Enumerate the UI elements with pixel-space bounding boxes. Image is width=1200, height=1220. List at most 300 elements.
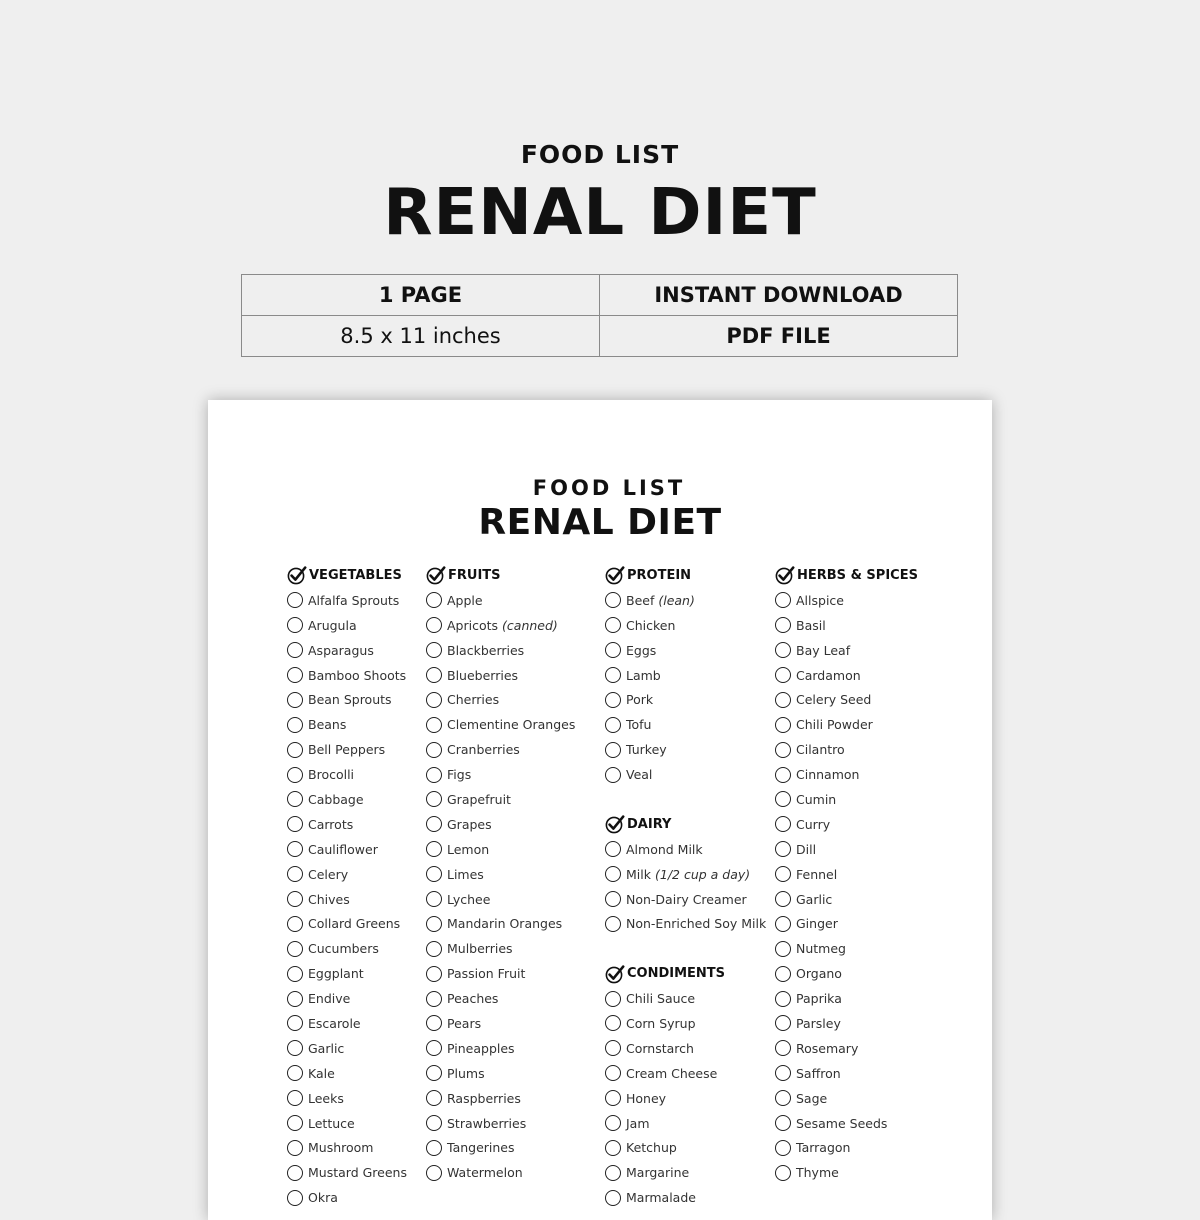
- food-item[interactable]: [605, 862, 766, 887]
- checkbox-circle-icon[interactable]: [426, 991, 442, 1007]
- food-item-label: Parsley: [796, 1015, 841, 1031]
- food-item[interactable]: [775, 936, 918, 961]
- food-item-label: Saffron: [796, 1065, 841, 1081]
- checkbox-circle-icon[interactable]: [287, 592, 303, 608]
- food-item-label: Peaches: [447, 991, 499, 1007]
- checkbox-circle-icon[interactable]: [287, 791, 303, 807]
- checkbox-circle-icon[interactable]: [605, 866, 621, 882]
- checkbox-circle-icon[interactable]: [605, 767, 621, 783]
- checkbox-circle-icon[interactable]: [287, 717, 303, 733]
- section-spacer: [605, 787, 766, 812]
- checkbox-circle-icon[interactable]: [287, 1040, 303, 1056]
- food-item[interactable]: [775, 961, 918, 986]
- food-item[interactable]: [287, 737, 407, 762]
- food-item[interactable]: [775, 986, 918, 1011]
- food-item-label: Carrots: [308, 816, 354, 832]
- food-item-label: Apricots: [447, 617, 499, 633]
- food-item[interactable]: [426, 588, 575, 613]
- food-item-label: Bell Peppers: [308, 742, 386, 758]
- checkbox-circle-icon[interactable]: [426, 841, 442, 857]
- checkbox-circle-icon[interactable]: [287, 1065, 303, 1081]
- checkbox-circle-icon[interactable]: [605, 1165, 621, 1181]
- food-item[interactable]: [775, 588, 918, 613]
- food-item[interactable]: [775, 1160, 918, 1185]
- food-item[interactable]: [426, 1135, 575, 1160]
- checkbox-circle-icon[interactable]: [775, 592, 791, 608]
- checkbox-circle-icon[interactable]: [775, 916, 791, 932]
- food-item-label: Asparagus: [308, 642, 374, 658]
- food-item[interactable]: [605, 1061, 766, 1086]
- checkbox-circle-icon[interactable]: [287, 916, 303, 932]
- checked-circle-icon: [605, 565, 627, 585]
- section-header-fruits: [426, 563, 575, 588]
- checkbox-circle-icon[interactable]: [775, 1065, 791, 1081]
- checkbox-circle-icon[interactable]: [426, 891, 442, 907]
- food-item[interactable]: [287, 638, 407, 663]
- food-column-herbs-spices: [775, 563, 918, 1185]
- checkbox-circle-icon[interactable]: [605, 692, 621, 708]
- food-item[interactable]: [605, 1160, 766, 1185]
- checkbox-circle-icon[interactable]: [775, 891, 791, 907]
- food-item[interactable]: [605, 613, 766, 638]
- food-item[interactable]: [426, 1061, 575, 1086]
- checkbox-circle-icon[interactable]: [605, 592, 621, 608]
- document-subtitle: FOOD LIST: [532, 476, 686, 500]
- food-item[interactable]: [287, 812, 407, 837]
- food-item-label: Blueberries: [447, 667, 519, 683]
- checkbox-circle-icon[interactable]: [775, 692, 791, 708]
- food-item[interactable]: [605, 1111, 766, 1136]
- food-item[interactable]: [287, 936, 407, 961]
- food-item-label: Marmalade: [626, 1190, 696, 1206]
- food-item[interactable]: [287, 1036, 407, 1061]
- checkbox-circle-icon[interactable]: [426, 791, 442, 807]
- info-row: [242, 275, 958, 316]
- food-item-label: Chicken: [626, 617, 676, 633]
- checkbox-circle-icon[interactable]: [287, 1190, 303, 1206]
- checkbox-circle-icon[interactable]: [605, 1015, 621, 1031]
- food-item[interactable]: [775, 911, 918, 936]
- checkbox-circle-icon[interactable]: [775, 991, 791, 1007]
- food-item-label: Tarragon: [796, 1140, 851, 1156]
- checkbox-circle-icon[interactable]: [287, 667, 303, 683]
- food-item-note: (canned): [502, 617, 558, 633]
- food-item[interactable]: [426, 638, 575, 663]
- checkbox-circle-icon[interactable]: [605, 617, 621, 633]
- food-item[interactable]: [605, 712, 766, 737]
- food-item[interactable]: [775, 663, 918, 688]
- checkbox-circle-icon[interactable]: [287, 1140, 303, 1156]
- info-row: [242, 316, 958, 357]
- checkbox-circle-icon[interactable]: [426, 966, 442, 982]
- food-item[interactable]: [775, 887, 918, 912]
- checkbox-circle-icon[interactable]: [775, 1015, 791, 1031]
- checkbox-circle-icon[interactable]: [775, 1165, 791, 1181]
- food-item-label: Cumin: [796, 791, 837, 807]
- food-item-label: Endive: [308, 991, 351, 1007]
- food-item-label: Plums: [447, 1065, 485, 1081]
- checkbox-circle-icon[interactable]: [426, 742, 442, 758]
- checkbox-circle-icon[interactable]: [605, 1115, 621, 1131]
- info-cell-pages: 1 PAGE: [242, 275, 600, 316]
- food-item-label: Figs: [447, 767, 472, 783]
- food-item-label: Turkey: [626, 742, 667, 758]
- checkbox-circle-icon[interactable]: [426, 667, 442, 683]
- checkbox-circle-icon[interactable]: [605, 916, 621, 932]
- food-column-vegetables: [287, 563, 407, 1210]
- food-item-label: Tofu: [626, 717, 652, 733]
- checkbox-circle-icon[interactable]: [605, 1040, 621, 1056]
- food-item[interactable]: [287, 862, 407, 887]
- food-item[interactable]: [775, 1111, 918, 1136]
- checkbox-circle-icon[interactable]: [605, 1065, 621, 1081]
- food-item[interactable]: [605, 1135, 766, 1160]
- food-item[interactable]: [287, 961, 407, 986]
- food-item-label: Arugula: [308, 617, 357, 633]
- food-item[interactable]: [605, 887, 766, 912]
- food-item[interactable]: [287, 663, 407, 688]
- checkbox-circle-icon[interactable]: [775, 717, 791, 733]
- food-item[interactable]: [287, 887, 407, 912]
- checked-circle-icon: [287, 565, 309, 585]
- food-item[interactable]: [775, 837, 918, 862]
- document-preview: [208, 400, 992, 1220]
- checkbox-circle-icon[interactable]: [287, 617, 303, 633]
- food-item-label: Mandarin Oranges: [447, 916, 563, 932]
- food-item-label: Mustard Greens: [308, 1165, 407, 1181]
- food-item[interactable]: [426, 1036, 575, 1061]
- food-item-label: Raspberries: [447, 1090, 521, 1106]
- checkbox-circle-icon[interactable]: [426, 1040, 442, 1056]
- food-item[interactable]: [775, 762, 918, 787]
- info-table: [241, 274, 958, 357]
- food-item-label: Escarole: [308, 1015, 361, 1031]
- food-item[interactable]: [775, 1135, 918, 1160]
- food-column-fruits: [426, 563, 575, 1185]
- food-item[interactable]: [775, 1011, 918, 1036]
- food-item[interactable]: [775, 737, 918, 762]
- food-item[interactable]: [605, 1011, 766, 1036]
- checkbox-circle-icon[interactable]: [605, 717, 621, 733]
- checkbox-circle-icon[interactable]: [775, 841, 791, 857]
- food-item[interactable]: [426, 862, 575, 887]
- food-item-label: Non-Dairy Creamer: [626, 891, 747, 907]
- food-item-label: Eggplant: [308, 966, 364, 982]
- food-item[interactable]: [426, 1111, 575, 1136]
- food-item-label: Lychee: [447, 891, 491, 907]
- food-item-label: Veal: [626, 767, 653, 783]
- food-item-label: Sesame Seeds: [796, 1115, 888, 1131]
- checkbox-circle-icon[interactable]: [775, 617, 791, 633]
- food-item[interactable]: [775, 862, 918, 887]
- food-item-label: Lemon: [447, 841, 490, 857]
- checkbox-circle-icon[interactable]: [287, 692, 303, 708]
- checkbox-circle-icon[interactable]: [426, 1165, 442, 1181]
- checkbox-circle-icon[interactable]: [605, 1090, 621, 1106]
- checkbox-circle-icon[interactable]: [775, 791, 791, 807]
- food-item-label: Collard Greens: [308, 916, 401, 932]
- food-item-label: Celery Seed: [796, 692, 872, 708]
- food-item-label: Chili Sauce: [626, 991, 696, 1007]
- food-item-label: Cilantro: [796, 742, 845, 758]
- food-item-label: Passion Fruit: [447, 966, 526, 982]
- food-item-label: Celery: [308, 866, 349, 882]
- checkbox-circle-icon[interactable]: [287, 642, 303, 658]
- food-item-label: Apple: [447, 592, 483, 608]
- document-title: RENAL DIET: [478, 502, 722, 543]
- checkbox-circle-icon[interactable]: [426, 941, 442, 957]
- checkbox-circle-icon[interactable]: [426, 1015, 442, 1031]
- food-item-label: Mushroom: [308, 1140, 374, 1156]
- checkbox-circle-icon[interactable]: [605, 1140, 621, 1156]
- food-item[interactable]: [426, 961, 575, 986]
- food-item-label: Garlic: [796, 891, 833, 907]
- food-item[interactable]: [287, 1061, 407, 1086]
- food-item-label: Mulberries: [447, 941, 513, 957]
- food-item[interactable]: [775, 1036, 918, 1061]
- food-item[interactable]: [426, 837, 575, 862]
- food-item-label: Garlic: [308, 1040, 345, 1056]
- checkbox-circle-icon[interactable]: [426, 816, 442, 832]
- food-item[interactable]: [287, 1160, 407, 1185]
- food-item-label: Limes: [447, 866, 484, 882]
- food-item[interactable]: [605, 986, 766, 1011]
- checkbox-circle-icon[interactable]: [287, 1090, 303, 1106]
- section-header-protein: [605, 563, 766, 588]
- food-item[interactable]: [426, 887, 575, 912]
- food-item-label: Cinnamon: [796, 767, 860, 783]
- food-item[interactable]: [287, 712, 407, 737]
- food-item[interactable]: [775, 687, 918, 712]
- checkbox-circle-icon[interactable]: [287, 991, 303, 1007]
- checkbox-circle-icon[interactable]: [775, 816, 791, 832]
- food-item-label: Basil: [796, 617, 826, 633]
- checkbox-circle-icon[interactable]: [287, 1015, 303, 1031]
- checked-circle-icon: [426, 565, 448, 585]
- food-item-label: Watermelon: [447, 1165, 523, 1181]
- checkbox-circle-icon[interactable]: [605, 841, 621, 857]
- checkbox-circle-icon[interactable]: [287, 816, 303, 832]
- checkbox-circle-icon[interactable]: [775, 1140, 791, 1156]
- food-item-label: Cardamon: [796, 667, 861, 683]
- checkbox-circle-icon[interactable]: [426, 866, 442, 882]
- food-item-label: Organo: [796, 966, 842, 982]
- food-item-label: Margarine: [626, 1165, 690, 1181]
- food-item[interactable]: [775, 712, 918, 737]
- food-item[interactable]: [426, 936, 575, 961]
- food-item-label: Non-Enriched Soy Milk: [626, 916, 767, 932]
- food-item-label: Bamboo Shoots: [308, 667, 407, 683]
- checkbox-circle-icon[interactable]: [775, 1090, 791, 1106]
- checkbox-circle-icon[interactable]: [775, 742, 791, 758]
- food-item-label: Allspice: [796, 592, 844, 608]
- section-header-dairy: [605, 812, 766, 837]
- food-item-note: (lean): [658, 592, 695, 608]
- checked-circle-icon: [605, 964, 627, 984]
- food-item-label: Ginger: [796, 916, 838, 932]
- food-item[interactable]: [287, 911, 407, 936]
- checkbox-circle-icon[interactable]: [287, 742, 303, 758]
- food-item[interactable]: [775, 1086, 918, 1111]
- food-item-note: (1/2 cup a day): [654, 866, 751, 882]
- checked-circle-icon: [775, 565, 797, 585]
- food-item-label: Sage: [796, 1090, 828, 1106]
- food-item[interactable]: [426, 712, 575, 737]
- food-item[interactable]: [605, 663, 766, 688]
- checkbox-circle-icon[interactable]: [426, 916, 442, 932]
- food-item[interactable]: [775, 812, 918, 837]
- food-item-label: Paprika: [796, 991, 842, 1007]
- info-cell-size: 8.5 x 11 inches: [242, 316, 600, 357]
- food-item-label: Leeks: [308, 1090, 344, 1106]
- food-item[interactable]: [605, 1185, 766, 1210]
- food-item-label: Honey: [626, 1090, 667, 1106]
- food-item-label: Corn Syrup: [626, 1015, 696, 1031]
- food-column-protein-dairy-condiments: [605, 563, 766, 1210]
- checkbox-circle-icon[interactable]: [605, 642, 621, 658]
- checked-circle-icon: [605, 814, 627, 834]
- checkbox-circle-icon[interactable]: [775, 966, 791, 982]
- section-spacer: [605, 936, 766, 961]
- food-item[interactable]: [426, 737, 575, 762]
- food-item-label: Rosemary: [796, 1040, 859, 1056]
- checkbox-circle-icon[interactable]: [287, 841, 303, 857]
- food-item[interactable]: [605, 737, 766, 762]
- food-item-label: Lamb: [626, 667, 661, 683]
- food-item[interactable]: [287, 986, 407, 1011]
- food-item[interactable]: [605, 638, 766, 663]
- section-title: CONDIMENTS: [627, 966, 726, 982]
- checkbox-circle-icon[interactable]: [426, 642, 442, 658]
- checkbox-circle-icon[interactable]: [775, 866, 791, 882]
- food-item-label: Curry: [796, 816, 831, 832]
- hero-title: RENAL DIET: [383, 176, 817, 250]
- checkbox-circle-icon[interactable]: [426, 617, 442, 633]
- checkbox-circle-icon[interactable]: [426, 767, 442, 783]
- food-item-label: Brocolli: [308, 767, 355, 783]
- food-item-label: Kale: [308, 1065, 335, 1081]
- checkbox-circle-icon[interactable]: [426, 692, 442, 708]
- food-item[interactable]: [605, 837, 766, 862]
- checkbox-circle-icon[interactable]: [287, 1115, 303, 1131]
- food-item-label: Cucumbers: [308, 941, 379, 957]
- food-item-label: Alfalfa Sprouts: [308, 592, 400, 608]
- food-item[interactable]: [287, 1011, 407, 1036]
- food-item-label: Ketchup: [626, 1140, 677, 1156]
- checkbox-circle-icon[interactable]: [605, 667, 621, 683]
- checkbox-circle-icon[interactable]: [605, 742, 621, 758]
- checkbox-circle-icon[interactable]: [605, 1190, 621, 1206]
- food-item[interactable]: [426, 663, 575, 688]
- food-item[interactable]: [287, 1086, 407, 1111]
- section-header-herbs-and-spices: [775, 563, 918, 588]
- section-title: FRUITS: [448, 567, 501, 583]
- food-item[interactable]: [426, 613, 575, 638]
- food-item-label: Chives: [308, 891, 350, 907]
- food-item[interactable]: [287, 1111, 407, 1136]
- checkbox-circle-icon[interactable]: [287, 767, 303, 783]
- checkbox-circle-icon[interactable]: [605, 991, 621, 1007]
- food-item-label: Okra: [308, 1190, 338, 1206]
- food-item[interactable]: [605, 687, 766, 712]
- checkbox-circle-icon[interactable]: [287, 1165, 303, 1181]
- food-item[interactable]: [426, 1086, 575, 1111]
- checkbox-circle-icon[interactable]: [287, 891, 303, 907]
- section-header-vegetables: [287, 563, 407, 588]
- food-item[interactable]: [605, 588, 766, 613]
- food-item[interactable]: [426, 911, 575, 936]
- food-item[interactable]: [287, 1185, 407, 1210]
- food-item[interactable]: [775, 613, 918, 638]
- food-item[interactable]: [605, 1036, 766, 1061]
- checkbox-circle-icon[interactable]: [775, 1040, 791, 1056]
- food-item[interactable]: [426, 1011, 575, 1036]
- section-title: PROTEIN: [627, 567, 692, 583]
- checkbox-circle-icon[interactable]: [426, 1065, 442, 1081]
- checkbox-circle-icon[interactable]: [426, 1115, 442, 1131]
- food-item[interactable]: [426, 812, 575, 837]
- checkbox-circle-icon[interactable]: [605, 891, 621, 907]
- checkbox-circle-icon[interactable]: [287, 966, 303, 982]
- food-item[interactable]: [287, 588, 407, 613]
- checkbox-circle-icon[interactable]: [775, 941, 791, 957]
- food-item[interactable]: [287, 837, 407, 862]
- food-item-label: Thyme: [796, 1165, 839, 1181]
- food-item-label: Cornstarch: [626, 1040, 694, 1056]
- food-item[interactable]: [287, 687, 407, 712]
- food-item[interactable]: [426, 762, 575, 787]
- food-item-label: Cranberries: [447, 742, 520, 758]
- food-item[interactable]: [605, 911, 766, 936]
- food-item[interactable]: [605, 762, 766, 787]
- food-item[interactable]: [426, 687, 575, 712]
- food-item-label: Cauliflower: [308, 841, 378, 857]
- food-item[interactable]: [287, 762, 407, 787]
- section-header-condiments: [605, 961, 766, 986]
- checkbox-circle-icon[interactable]: [775, 1115, 791, 1131]
- food-item[interactable]: [287, 613, 407, 638]
- checkbox-circle-icon[interactable]: [775, 642, 791, 658]
- checkbox-circle-icon[interactable]: [426, 1090, 442, 1106]
- section-title: VEGETABLES: [309, 567, 402, 583]
- checkbox-circle-icon[interactable]: [426, 592, 442, 608]
- food-item[interactable]: [426, 986, 575, 1011]
- food-item[interactable]: [775, 638, 918, 663]
- food-item[interactable]: [287, 1135, 407, 1160]
- checkbox-circle-icon[interactable]: [775, 667, 791, 683]
- food-item-label: Pineapples: [447, 1040, 515, 1056]
- food-item[interactable]: [775, 1061, 918, 1086]
- food-item[interactable]: [775, 787, 918, 812]
- section-title: HERBS & SPICES: [797, 567, 918, 583]
- checkbox-circle-icon[interactable]: [426, 1140, 442, 1156]
- food-item-label: Milk: [626, 866, 651, 882]
- food-item[interactable]: [287, 787, 407, 812]
- checkbox-circle-icon[interactable]: [775, 767, 791, 783]
- food-item[interactable]: [605, 1086, 766, 1111]
- checkbox-circle-icon[interactable]: [426, 717, 442, 733]
- food-item-label: Grapes: [447, 816, 492, 832]
- food-item-label: Eggs: [626, 642, 657, 658]
- food-item-label: Blackberries: [447, 642, 525, 658]
- food-item-label: Bean Sprouts: [308, 692, 392, 708]
- food-item[interactable]: [426, 787, 575, 812]
- checkbox-circle-icon[interactable]: [287, 866, 303, 882]
- food-item[interactable]: [426, 1160, 575, 1185]
- checkbox-circle-icon[interactable]: [287, 941, 303, 957]
- food-item-label: Jam: [626, 1115, 650, 1131]
- food-item-label: Clementine Oranges: [447, 717, 576, 733]
